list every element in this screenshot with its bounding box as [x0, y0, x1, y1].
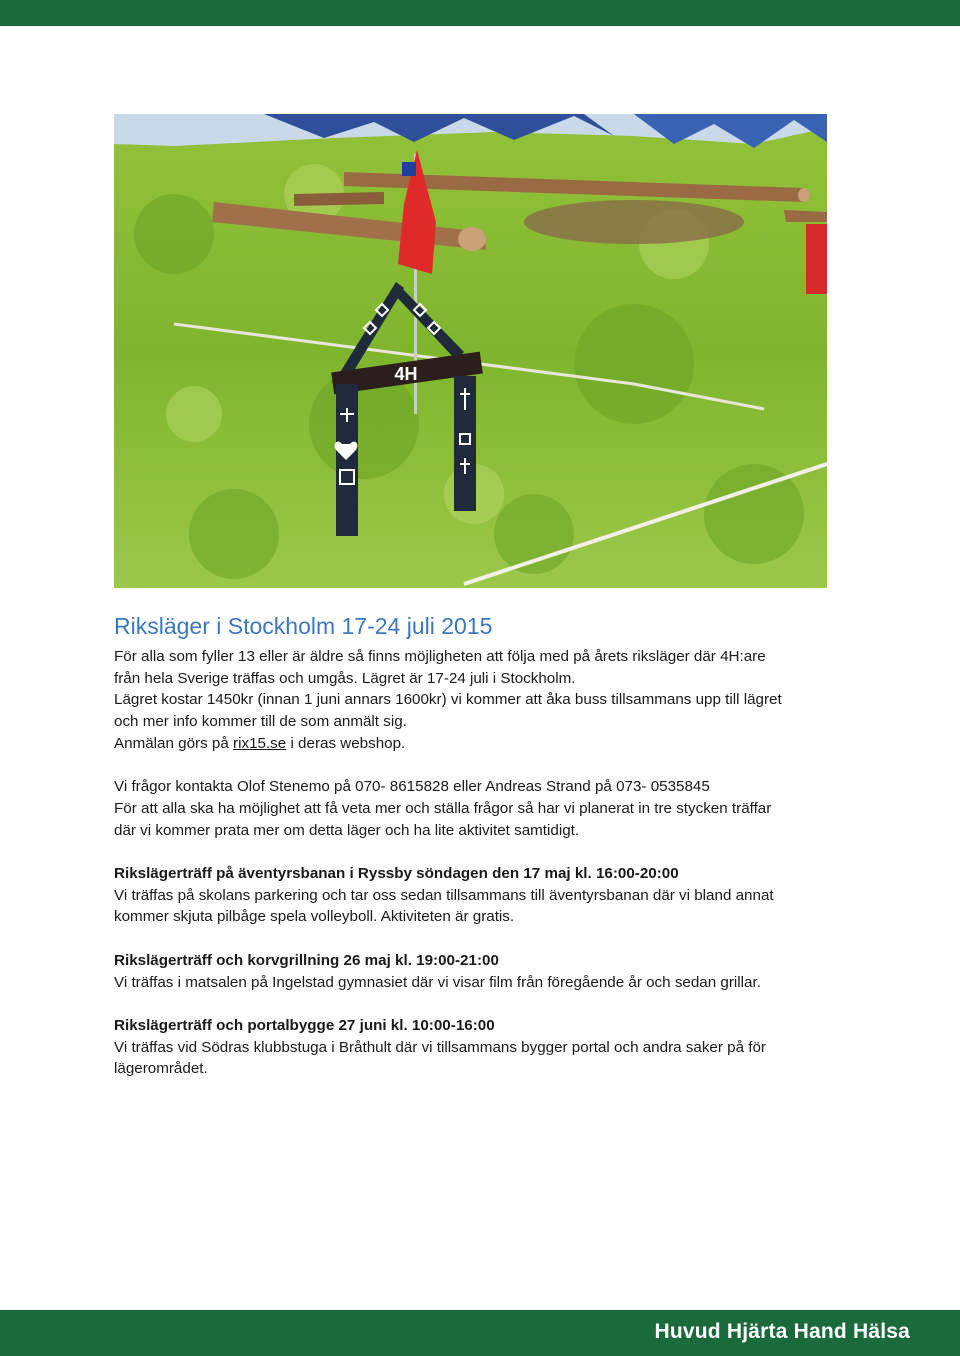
event-block [114, 950, 844, 993]
footer-slogan: Huvud Hjärta Hand Hälsa [654, 1320, 910, 1343]
text-line: För att alla ska ha möjlighet att få veta mer och ställa frågor så har vi planerat in tre stycken träffar [114, 799, 772, 817]
event-title: Rikslägerträff och portalbygge 27 juni kl. 10:00-16:00 [114, 1016, 495, 1034]
text-line: Lägret kostar 1450kr (innan 1 juni annars 1600kr) vi kommer att åka buss tillsammans upp till lägret [114, 691, 782, 709]
text-line: Vi träffas vid Södras klubbstuga i Bråthult där vi tillsammans bygger portal och andra saker på för [114, 1038, 766, 1056]
text-line: lägerområdet. [114, 1060, 208, 1078]
sign-label: 4H [394, 364, 418, 384]
event-title: Rikslägerträff och korvgrillning 26 maj kl. 19:00-21:00 [114, 951, 499, 969]
text-line: kommer skjuta pilbåge spela volleyboll. Aktiviteten är gratis. [114, 908, 515, 926]
text-line: Vi frågor kontakta Olof Stenemo på 070- 8615828 eller Andreas Strand på 073- 0535845 [114, 778, 710, 796]
text-line: Vi träffas på skolans parkering och tar oss sedan tillsammans till äventyrsbanan där vi bland annat [114, 886, 774, 904]
text-line: där vi kommer prata mer om detta läger och ha lite aktivitet samtidigt. [114, 821, 580, 839]
event-block [114, 863, 844, 928]
camp-photo [114, 114, 827, 588]
article-heading: Riksläger i Stockholm 17-24 juli 2015 [114, 613, 493, 639]
contact-block [114, 776, 844, 841]
article [114, 612, 844, 1080]
text-line: För alla som fyller 13 eller är äldre så finns möjligheten att följa med på årets riksläger där 4H:are [114, 648, 766, 665]
signup-prefix: Anmälan görs på [114, 734, 234, 752]
rix15-link[interactable]: rix15.se [233, 734, 287, 752]
text-line: från hela Sverige träffas och umgås. Lägret är 17-24 juli i Stockholm. [114, 669, 576, 687]
footer-bar [0, 1310, 960, 1356]
signup-line [114, 733, 844, 755]
intro-block [114, 646, 844, 755]
text-line: och mer info kommer till de som anmält sig. [114, 713, 407, 731]
event-title: Rikslägerträff på äventyrsbanan i Ryssby söndagen den 17 maj kl. 16:00-20:00 [114, 865, 679, 882]
event-block [114, 1015, 844, 1080]
text-line: Vi träffas i matsalen på Ingelstad gymnasiet där vi visar film från föregående år och sedan grillar. [114, 973, 761, 991]
header-bar [0, 0, 960, 26]
signup-suffix: i deras webshop. [286, 734, 406, 752]
